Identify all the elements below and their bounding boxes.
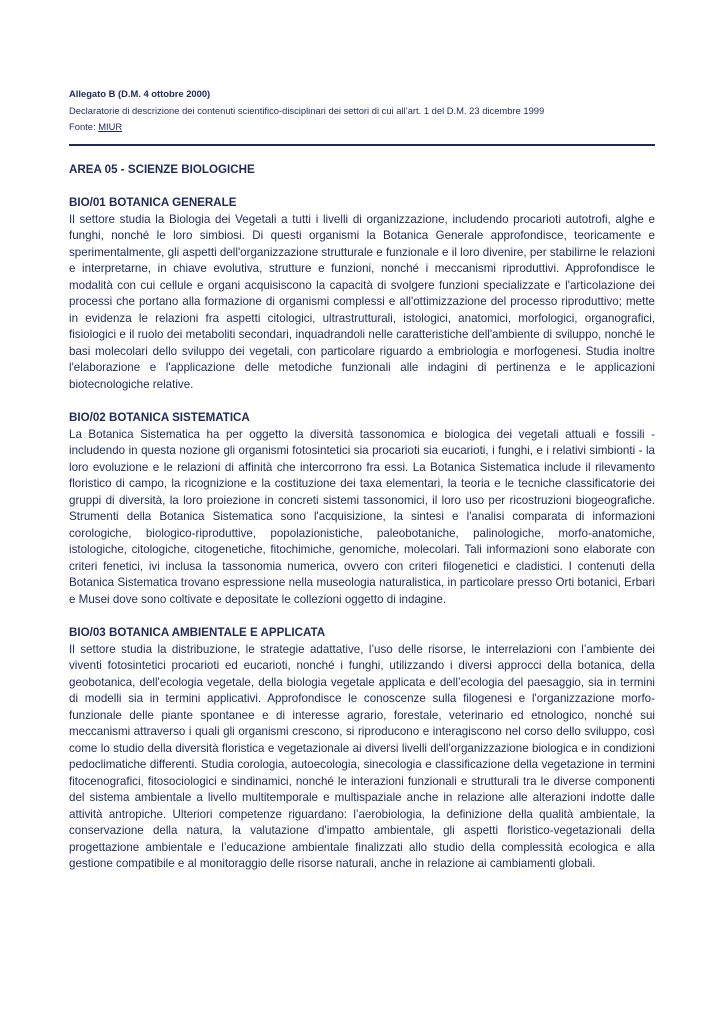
annex-title: Allegato B (D.M. 4 ottobre 2000)	[69, 88, 211, 99]
section-bio02	[69, 410, 655, 608]
section-bio03	[69, 625, 655, 873]
section-body: Il settore studia la Biologia dei Vegetali a tutti i livelli di organizzazione, includendo procarioti autotrofi, alghe e funghi, nonché le loro simbiosi. Di questi organismi la Botanica Generale approfondisce, teoricamente e sperimentalmente, gli aspetti dell'organizzazione strutturale e funzionale e il loro divenire, per stabilirne le relazioni e interpretarne, in chiave evolutiva, strutture e funzioni, nonché i meccanismi riproduttivi. Approfondisce le modalità con cui cellule e organi acquisiscono la capacità di svolgere funzioni specializzate e l'articolazione dei processi che portano alla formazione di organismi complessi e all'ottimizzazione del processo riproduttivo; mette in evidenza le relazioni fra aspetti citologici, ultrastrutturali, istologici, anatomici, morfologici, organografici, fisiologici e il ruolo dei metaboliti secondari, inquadrandoli nelle caratteristiche dell'ambiente di sviluppo, nonché le basi molecolari dello sviluppo dei vegetali, con particolare riguardo a embriologia e morfogenesi. Studia inoltre l'elaborazione e l'applicazione delle metodiche funzionali alle indagini di pertinenza e le applicazioni biotecnologiche relative.	[69, 212, 655, 391]
section-title: BIO/03 BOTANICA AMBIENTALE E APPLICATA	[69, 626, 326, 639]
annex-subtitle: Declaratorie di descrizione dei contenuti scientifico-disciplinari dei settori di cui all’art. 1 del D.M. 23 dicembre 1999	[69, 104, 545, 116]
section-bio01	[69, 195, 655, 393]
document-header	[69, 86, 655, 136]
document-page	[69, 86, 655, 873]
section-body: Il settore studia la distribuzione, le strategie adattative, l’uso delle risorse, le interrelazioni con l’ambiente dei viventi fotosintetici procarioti ed eucarioti, nonché i funghi, utilizzando i diversi approcci della botanica, della geobotanica, dell'ecologia vegetale, della biologia vegetale applicata e dell’ecologia del paesaggio, sia in termini di modelli sia in termini applicativi. Approfondisce le conoscenze sulla filogenesi e l'organizzazione morfo-funzionale delle piante spontanee e di interesse agrario, forestale, veterinario ed etnologico, nonché sui meccanismi attraverso i quali gli organismi crescono, si riproducono e interagiscono nel corso dello sviluppo, così come lo studio della diversità floristica e vegetazionale ai diversi livelli dell'organizzazione biologica e in condizioni pedoclimatiche differenti. Studia corologia, autoecologia, sinecologia e classificazione della vegetazione in termini fitocenografici, fitosociologici e sindinamici, nonché le interazioni funzionali e strutturali tra le diverse componenti del sistema ambientale a livello multitemporale e multispaziale anche in relazione alle alterazioni indotte dalle attività antropiche. Ulteriori competenze riguardano: l’aerobiologia, la definizione della qualità ambientale, la conservazione della natura, la valutazione d'impatto ambientale, gli aspetti floristico-vegetazionali della progettazione ambientale e l’educazione ambientale finalizzati allo studio della complessità ecologica e alla gestione compatibile e al monitoraggio delle risorse naturali, anche in relazione ai cambiamenti globali.	[69, 642, 655, 870]
source-line	[69, 119, 655, 136]
source-link[interactable]: MIUR	[98, 121, 123, 132]
source-prefix: Fonte:	[69, 121, 99, 132]
section-body: La Botanica Sistematica ha per oggetto la diversità tassonomica e biologica dei vegetali attuali e fossili - includendo in questa nozione gli organismi fotosintetici sia procarioti sia eucarioti, i funghi, e i relativi simbionti - la loro evoluzione e le relazioni di affinità che intercorrono fra essi. La Botanica Sistematica include il rilevamento floristico di campo, la ricognizione e la costituzione dei taxa elementari, la teoria e le tecniche classificatorie dei gruppi di diversità, la loro proiezione in concreti sistemi tassonomici, il loro uso per ricostruzioni biogeografiche. Strumenti della Botanica Sistematica sono l'acquisizione, la sintesi e l'analisi comparata di informazioni corologiche, biologico-riproduttive, popolazionistiche, paleobotaniche, palinologiche, morfo-anatomiche, istologiche, citologiche, citogenetiche, fitochimiche, genomiche, molecolari. Tali informazioni sono elaborate con criteri fenetici, ivi inclusa la tassonomia numerica, ovvero con criteri filogenetici e cladistici. I contenuti della Botanica Sistematica trovano espressione nella museologia naturalistica, in particolare presso Orti botanici, Erbari e Musei dove sono coltivate e depositate le collezioni oggetto di indagine.	[69, 427, 655, 606]
area-title: AREA 05 - SCIENZE BIOLOGICHE	[69, 162, 255, 176]
section-title: BIO/02 BOTANICA SISTEMATICA	[69, 411, 250, 424]
section-title: BIO/01 BOTANICA GENERALE	[69, 196, 237, 209]
header-divider	[69, 144, 655, 146]
